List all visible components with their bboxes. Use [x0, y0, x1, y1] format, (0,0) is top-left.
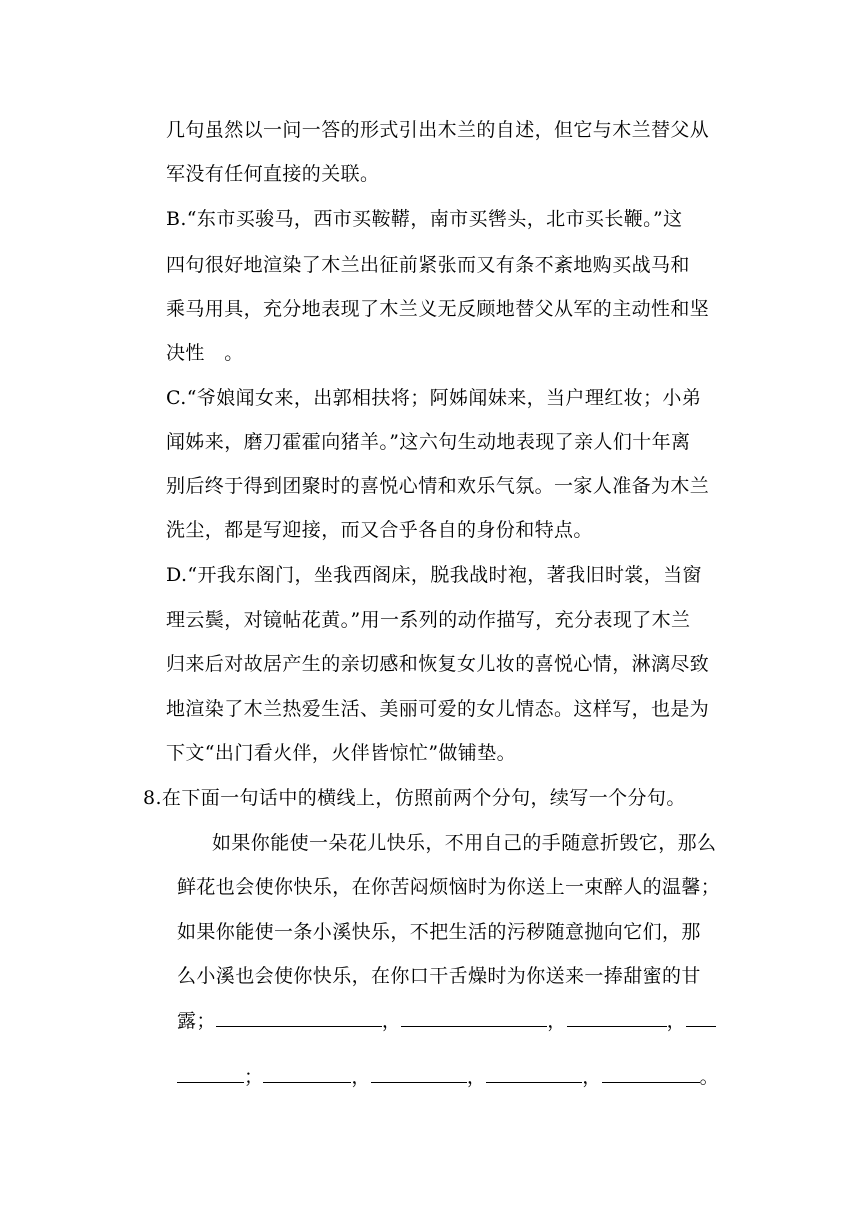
fill-line-1: [177, 1008, 716, 1033]
q8-passage-line-3: 如果你能使一条小溪快乐，不把生活的污秽随意抛向它们，那: [177, 921, 701, 943]
comma-separator: ，: [547, 1010, 567, 1032]
end-period: 。: [699, 1066, 720, 1088]
question-8-stem: 8.在下面一句话中的横线上，仿照前两个分句，续写一个分句。: [143, 787, 686, 809]
option-b-line-2: 四句很好地渲染了木兰出征前紧张而又有条不紊地购买战马和: [166, 254, 690, 276]
option-b-line-3: 乘马用具，充分地表现了木兰义无反顾地替父从军的主动性和坚: [166, 298, 710, 320]
answer-blank-1[interactable]: [216, 1008, 382, 1027]
q8-passage-line-2: 鲜花也会使你快乐，在你苦闷烦恼时为你送上一束醉人的温馨；: [177, 876, 721, 898]
answer-blank-8[interactable]: [486, 1064, 582, 1083]
fill-line-1-start: 露；: [177, 1010, 216, 1032]
option-a-line-2: 军没有任何直接的关联。: [166, 163, 380, 185]
option-a-line-1: 几句虽然以一问一答的形式引出木兰的自述，但它与木兰替父从: [166, 119, 710, 141]
answer-blank-2[interactable]: [401, 1008, 547, 1027]
answer-blank-4[interactable]: [686, 1008, 716, 1027]
option-c-line-4: 洗尘，都是写迎接，而又合乎各自的身份和特点。: [166, 519, 593, 541]
option-b-line-4: 决性 。: [166, 342, 244, 364]
option-c-line-1: C.“爷娘闻女来，出郭相扶将；阿姊闻妹来，当户理红妆；小弟: [166, 387, 702, 409]
option-d-line-1: D.“开我东阁门，坐我西阁床，脱我战时袍，著我旧时裳，当窗: [166, 564, 702, 586]
answer-blank-3[interactable]: [567, 1008, 667, 1027]
option-c-line-3: 别后终于得到团聚时的喜悦心情和欢乐气氛。一家人准备为木兰: [166, 475, 710, 497]
comma-separator: ，: [582, 1066, 602, 1088]
comma-separator: ，: [666, 1010, 687, 1032]
answer-blank-9[interactable]: [602, 1064, 700, 1083]
comma-separator: ，: [351, 1066, 371, 1088]
answer-blank-6[interactable]: [263, 1064, 351, 1083]
q8-passage-line-1: 如果你能使一朵花儿快乐，不用自己的手随意折毁它，那么: [212, 832, 717, 854]
option-b-line-1: B.“东市买骏马，西市买鞍鞯，南市买辔头，北市买长鞭。”这: [166, 208, 683, 230]
option-c-line-2: 闻姊来，磨刀霍霍向猪羊。”这六句生动地表现了亲人们十年离: [166, 431, 691, 453]
fill-line-2: [177, 1064, 719, 1089]
option-d-line-4: 地渲染了木兰热爱生活、美丽可爱的女儿情态。这样写，也是为: [166, 698, 710, 720]
answer-blank-7[interactable]: [371, 1064, 467, 1083]
semicolon-separator: ；: [244, 1066, 264, 1088]
option-d-line-3: 归来后对故居产生的亲切感和恢复女儿妆的喜悦心情，淋漓尽致: [166, 653, 710, 675]
comma-separator: ，: [466, 1066, 487, 1088]
q8-passage-line-4: 么小溪也会使你快乐，在你口干舌燥时为你送来一捧甜蜜的甘: [177, 965, 701, 987]
answer-blank-5[interactable]: [177, 1064, 244, 1083]
option-d-line-5: 下文“出门看火伴，火伴皆惊忙”做铺垫。: [166, 742, 517, 764]
comma-separator: ，: [381, 1010, 402, 1032]
option-d-line-2: 理云鬓，对镜帖花黄。”用一系列的动作描写，充分表现了木兰: [166, 609, 691, 631]
